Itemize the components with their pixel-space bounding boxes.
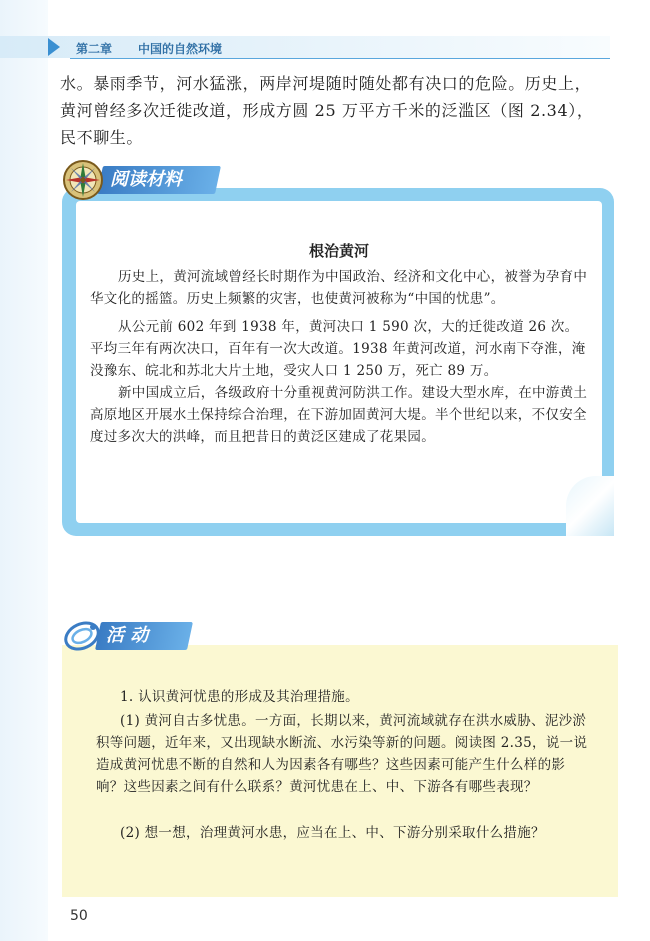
activity-label — [95, 622, 193, 650]
chapter-title: 中国的自然环境 — [138, 42, 223, 56]
header-arrow-icon — [48, 38, 60, 56]
page-curl-decoration — [566, 476, 614, 536]
activity-swirl-icon — [62, 618, 102, 654]
reading-paragraph-3: 新中国成立后，各级政府十分重视黄河防洪工作。建设大型水库，在中游黄土高原地区开展水土保持综合治理，在下游加固黄河大堤。半个世纪以来，不仅安全度过多次大的洪峰，而且把昔日的黄泛区建成了花果园。 — [90, 385, 588, 445]
reading-title: 根治黄河 — [308, 242, 369, 260]
reading-paragraph-2: 从公元前 602 年到 1938 年，黄河决口 1 590 次，大的迁徙改道 26 次。平均三年有两次决口，百年有一次大改道。1938 年黄河改道，河水南下夺淮，淹没豫东、皖北和苏北大片土地，受灾人口 1 250 万，死亡 89 万。 — [90, 319, 586, 379]
activity-question-2: (2) 想一想，治理黄河水患，应当在上、中、下游分别采取什么措施？ — [120, 825, 545, 841]
compass-icon — [62, 159, 104, 201]
activity-item-1: 1. 认识黄河忧患的形成及其治理措施。 — [120, 689, 359, 705]
intro-paragraph: 水。暴雨季节，河水猛涨，两岸河堤随时随处都有决口的危险。历史上，黄河曾经多次迁徙改道，形成方圆 25 万平方千米的泛滥区（图 2.34），民不聊生。 — [60, 74, 594, 147]
page-number: 50 — [70, 908, 88, 924]
reading-paragraph-1: 历史上，黄河流域曾经长时期作为中国政治、经济和文化中心，被誉为孕育中华文化的摇篮。历史上频繁的灾害，也使黄河被称为“中国的忧患”。 — [90, 269, 588, 307]
page-margin-strip — [0, 0, 48, 941]
activity-question-1: (1) 黄河自古多忧患。一方面，长期以来，黄河流域就存在洪水威胁、泥沙淤积等问题，近年来，又出现缺水断流、水污染等新的问题。阅读图 2.35，说一说造成黄河忧患不断的自然和人为因素各有哪些？这些因素可能产生什么样的影响？这些因素之间有什么联系？黄河忧患在上、中、下游各有哪些表现？ — [96, 713, 588, 795]
header-rule — [70, 58, 610, 59]
chapter-number: 第二章 — [76, 42, 113, 56]
activity-label-text: 活 动 — [106, 625, 149, 646]
reading-label — [97, 166, 221, 194]
reading-label-text: 阅读材料 — [110, 169, 182, 190]
